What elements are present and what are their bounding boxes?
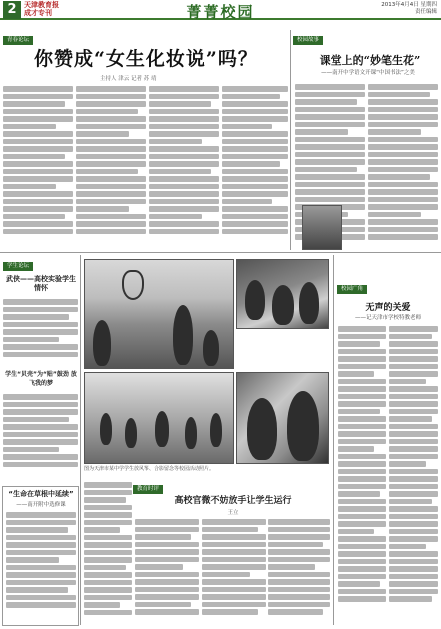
bottom-mid-headline: 高校官微不妨放手让学生运行 [174,496,292,506]
tag-left-mid: 学生论坛 [3,262,33,271]
right-lower-headline: 无声的关爱 [365,303,411,313]
student-figure [185,417,197,449]
right-subhead: ——南开中学语文开课“中国书法”之美 [321,70,415,76]
date-text: 2013年4月4日 星期四 [381,2,437,8]
main-text-col4 [222,84,288,249]
bottom-left-text [84,480,132,625]
section-title: 菁菁校园 [186,3,255,21]
student-figure [299,282,319,324]
student-figure [203,330,219,366]
bottom-mid-text-col2 [202,517,266,625]
bottom-mid-byline: 王立 [227,510,239,516]
left-mid-headline: 武侠——高校实验学生情怀 [6,275,76,292]
bottom-mid-text-col1 [135,517,199,625]
left-mid-text2 [3,392,78,482]
student-figure [125,418,137,448]
bottom-mid-text-col3 [268,517,330,625]
paper-name-line2: 成才专刊 [24,8,52,17]
editor-text: 责任编辑 [414,9,437,15]
person-figure [247,398,277,460]
student-figure [173,305,193,365]
divider [80,255,81,625]
right-lower-text-col1 [338,324,386,624]
tag-right-lower: 校园广角 [337,285,367,294]
masthead [0,0,441,20]
photo-students-group [236,259,329,329]
page-number: 2 [3,1,21,19]
kite-shape [122,270,144,300]
right-lower-text-col2 [389,324,438,624]
main-headline: 你赞成“女生化妆说”吗？ [34,48,258,70]
photo-portrait [236,372,329,464]
photo-caption: 图为天津市某中学学生放风筝、合影留念等校园活动照片。 [84,466,215,472]
right-text-col2 [368,82,438,250]
tag-bottom-mid: 教育时评 [133,485,163,494]
main-text-col2 [76,84,146,249]
student-figure [245,280,265,320]
main-text-col1 [3,84,73,249]
person-figure [287,391,319,461]
photo-kite [84,259,234,369]
date-line [381,2,437,16]
right-headline: 课堂上的“妙笔生花” [319,54,421,67]
paper-name-line1: 天津教育报 [24,0,59,9]
left-bottom-subhead: ——南开附中选修课 [16,502,66,508]
tag-right-top: 校园故事 [293,36,323,45]
left-bottom-text [6,510,76,622]
left-mid-subhead: 学生“贝壳”为“贴”鼓劲 放飞我的梦 [5,371,77,387]
student-figure [93,320,111,366]
student-figure [272,285,294,325]
divider [290,30,291,250]
photo-running [84,372,234,464]
student-figure [100,413,112,445]
left-bottom-headline: “生命在草根中延续” [8,490,74,498]
photo-small [302,205,342,250]
divider [0,252,441,253]
student-figure [155,411,169,447]
student-figure [210,413,222,447]
right-lower-byline: ——记天津市学校特教老师 [354,315,421,321]
left-mid-text [3,297,78,367]
divider [333,255,334,625]
tag-left-top: 青春论坛 [3,36,33,45]
main-text-col3 [149,84,219,249]
main-byline: 主持人 津云 记者 苏 靖 [100,76,157,82]
